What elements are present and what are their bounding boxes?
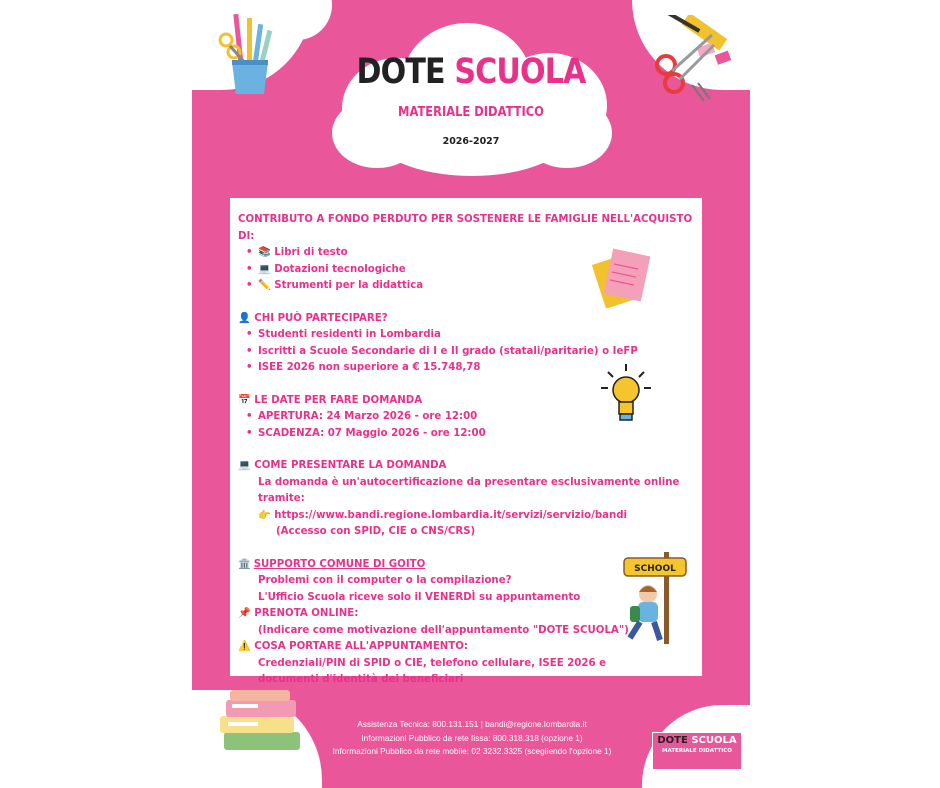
footer-line: Informazioni Pubblico da rete fissa: 800.318.318 (opzione 1) xyxy=(361,732,583,743)
school-sign-text: SCHOOL xyxy=(634,564,676,574)
page-title xyxy=(231,52,711,92)
footer-line: Assistenza Tecnica: 800.131.151 | bandi@regione.lombardia.it xyxy=(357,719,587,729)
date-item: • APERTURA: 24 Marzo 2026 - ore 12:00 xyxy=(238,409,698,426)
chi-heading: 👤 CHI PUÒ PARTECIPARE? xyxy=(238,312,388,324)
logo-dote: DOTE xyxy=(657,735,688,746)
building-icon: 🏛️ xyxy=(238,558,251,570)
supporto-line: L'Ufficio Scuola riceve solo il VENERDÌ su appuntamento xyxy=(258,591,581,603)
school-kid-icon xyxy=(620,548,692,646)
footer-line: Informazioni Pubblico da rete mobile: 02 3232.3325 (scegliendo l'opzione 1) xyxy=(332,746,612,756)
chi-item: • Iscritti a Scuole Secondarie di I e II grado (statali/paritarie) o IeFP xyxy=(238,344,698,361)
portare-line: Credenziali/PIN di SPID o CIE, telefono cellulare, ISEE 2026 e xyxy=(258,657,607,669)
school-years: 2026-2027 xyxy=(442,136,500,147)
portare-line: documenti d'identità dei beneficiari xyxy=(258,674,464,685)
come-line: tramite: xyxy=(258,493,305,504)
logo-subtitle: MATERIALE DIDATTICO xyxy=(662,748,732,754)
book-stack-icon xyxy=(218,688,304,754)
bandi-link[interactable]: 👉 https://www.bandi.regione.lombardia.it/servizi/servizio/bandi xyxy=(258,509,628,521)
title-scuola: SCUOLA xyxy=(454,52,586,92)
come-heading: 💻 COME PRESENTARE LA DOMANDA xyxy=(238,460,447,471)
contributo-item: • ✏️ Strumenti per la didattica xyxy=(238,278,698,295)
title-dote: DOTE xyxy=(356,52,445,92)
access-note: (Accesso con SPID, CIE o CNS/CRS) xyxy=(276,526,476,537)
prenota-text: (Indicare come motivazione dell'appuntamento "DOTE SCUOLA") xyxy=(258,624,629,636)
content-card xyxy=(230,198,702,685)
poster xyxy=(192,0,750,788)
page-subtitle: MATERIALE DIDATTICO xyxy=(398,104,544,120)
logo-scuola: SCUOLA xyxy=(691,735,737,746)
lightbulb-icon xyxy=(598,362,654,426)
chi-item: • Studenti residenti in Lombardia xyxy=(238,327,698,344)
contacts-footer xyxy=(332,718,612,759)
prenota-heading: 📌 PRENOTA ONLINE: xyxy=(238,608,359,619)
contributo-item: • 📚 Libri di testo xyxy=(238,245,698,262)
chi-item: • ISEE 2026 non superiore a € 15.748,78 xyxy=(238,360,698,377)
contributo-item: • 💻 Dotazioni tecnologiche xyxy=(238,262,698,279)
date-item: • SCADENZA: 07 Maggio 2026 - ore 12:00 xyxy=(238,426,698,443)
contributo-heading: CONTRIBUTO A FONDO PERDUTO PER SOSTENERE LE FAMIGLIE NELL'ACQUISTO DI: xyxy=(238,214,693,242)
supporto-line: Problemi con il computer o la compilazione? xyxy=(258,575,512,586)
portare-heading: ⚠️ COSA PORTARE ALL'APPUNTAMENTO: xyxy=(238,641,468,652)
supporto-heading: SUPPORTO COMUNE DI GOITO xyxy=(253,558,426,570)
title-cloud xyxy=(332,18,612,176)
come-line: La domanda è un'autocertificazione da presentare esclusivamente online xyxy=(258,476,680,488)
date-heading: 📅 LE DATE PER FARE DOMANDA xyxy=(238,394,423,406)
notebook-icon xyxy=(592,246,654,308)
dote-scuola-logo xyxy=(652,732,742,770)
